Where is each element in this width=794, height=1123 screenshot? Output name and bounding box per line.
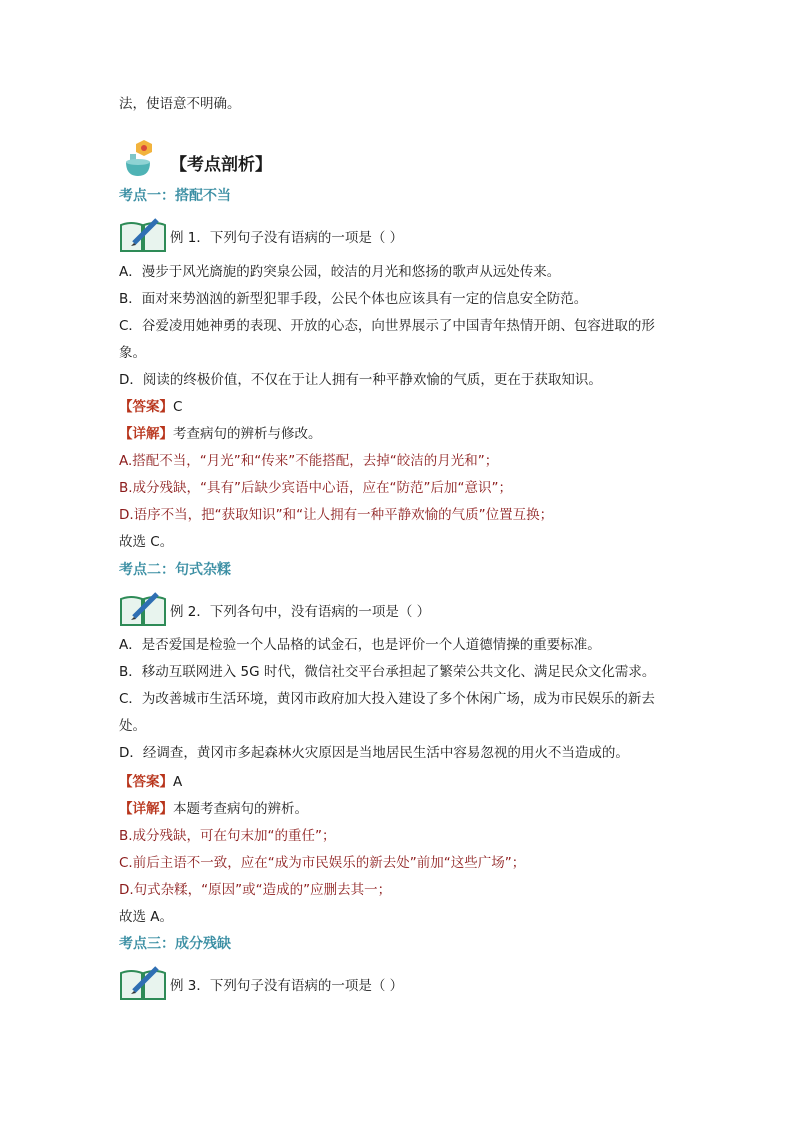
example-2-detail-b: B.成分残缺，可在句末加“的重任”；	[119, 828, 336, 844]
example-1-conclusion: 故选 C。	[119, 534, 174, 550]
detail-label: 【详解】	[119, 801, 173, 817]
example-2-option-b: B．移动互联网进入 5G 时代，微信社交平台承担起了繁荣公共文化、满足民众文化需求。	[119, 664, 656, 680]
example-1-option-a: A．漫步于风光旖旎的趵突泉公园，皎洁的月光和悠扬的歌声从远处传来。	[119, 264, 561, 280]
example-2-option-a: A．是否爱国是检验一个人品格的试金石，也是评价一个人道德情操的重要标准。	[119, 637, 601, 653]
detail-label: 【详解】	[119, 426, 173, 442]
answer-value: C	[173, 399, 183, 415]
example-1-option-d: D．阅读的终极价值，不仅在于让人拥有一种平静欢愉的气质，更在于获取知识。	[119, 372, 602, 388]
section-heading: 【考点剖析】	[170, 155, 272, 175]
example-1-option-b: B．面对来势汹汹的新型犯罪手段，公民个体也应该具有一定的信息安全防范。	[119, 291, 588, 307]
example-1-answer	[119, 397, 182, 417]
example-1-option-c: C．谷爱凌用她神勇的表现、开放的心态，向世界展示了中国青年热情开朗、包容进取的形	[119, 318, 655, 334]
example-1-detail-b: B.成分残缺，“具有”后缺少宾语中心语，应在“防范”后加“意识”；	[119, 480, 513, 496]
point-heading-3: 考点三：成分残缺	[119, 936, 231, 952]
example-2-question: 例 2．下列各句中，没有语病的一项是（ ）	[170, 604, 431, 620]
detail-intro: 本题考查病句的辨析。	[173, 801, 308, 817]
example-1-question: 例 1．下列句子没有语病的一项是（ ）	[170, 230, 404, 246]
example-2-detail	[119, 799, 308, 819]
answer-label: 【答案】	[119, 399, 173, 415]
intro-text: 法，使语意不明确。	[119, 96, 241, 112]
example-1-option-c-cont: 象。	[119, 345, 146, 361]
example-2-option-c: C．为改善城市生活环境，黄冈市政府加大投入建设了多个休闲广场，成为市民娱乐的新去	[119, 691, 655, 707]
point-heading-1: 考点一：搭配不当	[119, 188, 231, 204]
example-2-option-d: D．经调查，黄冈市多起森林火灾原因是当地居民生活中容易忽视的用火不当造成的。	[119, 745, 629, 761]
book-pencil-icon	[119, 217, 167, 253]
example-2-detail-d: D.句式杂糅，“原因”或“造成的”应删去其一；	[119, 882, 392, 898]
example-2-option-c-cont: 处。	[119, 718, 146, 734]
example-2-detail-c: C.前后主语不一致，应在“成为市民娱乐的新去处”前加“这些广场”；	[119, 855, 526, 871]
example-3-question: 例 3．下列句子没有语病的一项是（ ）	[170, 978, 404, 994]
example-1-detail-d: D.语序不当，把“获取知识”和“让人拥有一种平静欢愉的气质”位置互换；	[119, 507, 554, 523]
example-2-conclusion: 故选 A。	[119, 909, 174, 925]
answer-label: 【答案】	[119, 774, 173, 790]
example-1-detail	[119, 424, 322, 444]
answer-value: A	[173, 774, 183, 790]
book-pencil-icon	[119, 591, 167, 627]
book-pencil-icon	[119, 965, 167, 1001]
example-1-detail-a: A.搭配不当，“月光”和“传来”不能搭配，去掉“皎洁的月光和”；	[119, 453, 499, 469]
detail-intro: 考查病句的辨析与修改。	[173, 426, 322, 442]
flask-icon	[122, 138, 168, 178]
point-heading-2: 考点二：句式杂糅	[119, 562, 231, 578]
example-2-answer	[119, 772, 182, 792]
